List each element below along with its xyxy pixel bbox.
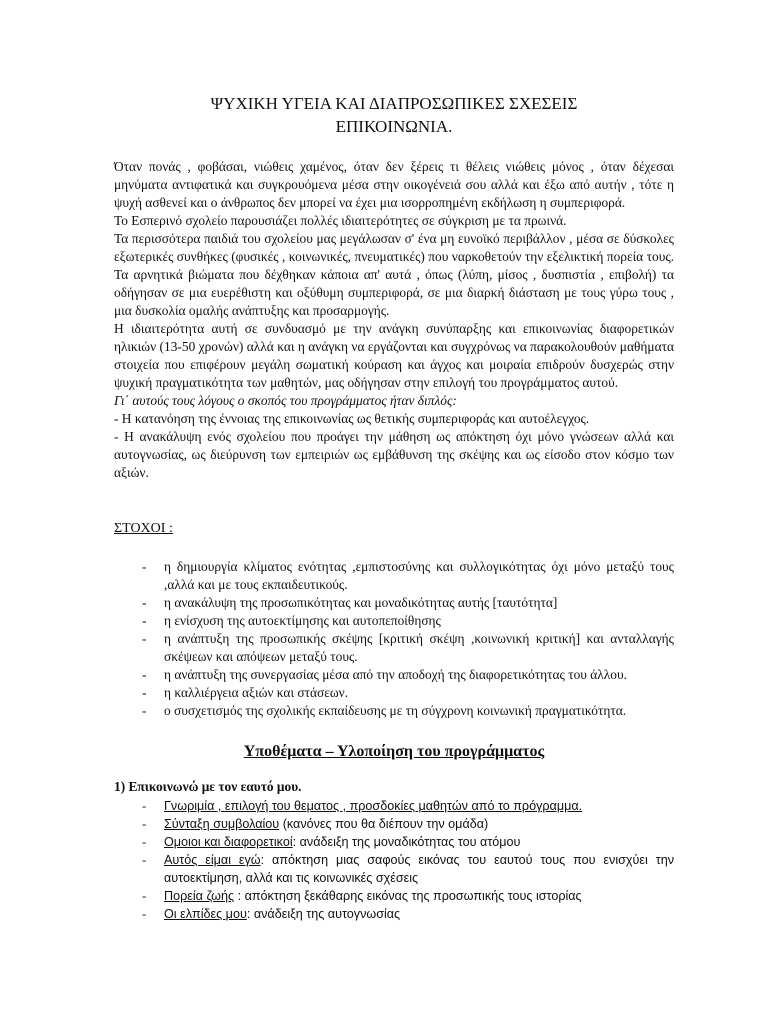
topic-item	[164, 815, 674, 833]
document-title	[114, 92, 674, 138]
purpose-line-2: - Η ανακάλυψη ενός σχολείου που προάγει την μάθηση ως απόκτηση όχι μόνο γνώσεων αλλά και αυτογνωσίας, ως διεύρυνση των εμπειριών ως εμβάθυνση της σκέψης και ως είσοδο στον κόσμο των αξιών.	[114, 429, 674, 480]
topic-label: Αυτός είμαι εγώ	[164, 853, 261, 867]
topic-item	[164, 887, 674, 905]
goal-item: - η ανάπτυξη της συνεργασίας μέσα από την αποδοχή της διαφορετικότητας του άλλου.	[164, 666, 674, 684]
topic-text: : απόκτηση μιας σαφούς εικόνας του εαυτού τους που ενισχύει την αυτοεκτίμηση, αλλά και τις κοινωνικές σχέσεις	[164, 853, 674, 885]
goal-item: - η καλλιέργεια αξιών και στάσεων.	[164, 684, 674, 702]
topic-item	[164, 833, 674, 851]
purpose-line-1: - Η κατανόηση της έννοιας της επικοινωνίας ως θετικής συμπεριφοράς και αυτοέλεγχος.	[114, 411, 590, 426]
topic-text: : ανάδειξη της αυτογνωσίας	[246, 907, 401, 921]
particularity-paragraph: Η ιδιαιτερότητα αυτή σε συνδυασμό με την ανάγκη συνύπαρξης και επικοινωνίας διαφορετικών ηλικιών (13-50 χρονών) αλλά και η ανάγκη να εργάζονται και συγχρόνως να παρακολουθούν μαθήματα στοιχεία που επιφέρουν μεγάλη σωματική κούραση και άγχος και μοιραία επιδρούν δυσχερώς στην ψυχική πραγματικότητα των μαθητών, μας οδήγησαν στην επιλογή του προγράμματος αυτού.	[114, 321, 674, 390]
title-line-2: ΕΠΙΚΟΙΝΩΝΙΑ.	[335, 117, 453, 136]
goal-item: - η δημιουργία κλίματος ενότητας ,εμπιστοσύνης και συλλογικότητας όχι μόνο μεταξύ τους ,αλλά και με τους εκπαιδευτικούς.	[164, 558, 674, 594]
topic-label: Γνωριμία , επιλογή του θεματος , προσδοκίες μαθητών από το πρόγραμμα.	[164, 799, 583, 813]
title-line-1: ΨΥΧΙΚΗ ΥΓΕΙΑ ΚΑΙ ΔΙΑΠΡΟΣΩΠΙΚΕΣ ΣΧΕΣΕΙΣ	[210, 94, 578, 113]
purpose-intro: Γι΄ αυτούς τους λόγους ο σκοπός του προγράμματος ήταν διπλός:	[114, 393, 457, 408]
topic-label: Σύνταξη συμβολαίου	[164, 817, 280, 831]
goal-item: - η ανάπτυξη της προσωπικής σκέψης [κριτική σκέψη ,κοινωνική κριτική] και ανταλλαγής σκέψεων και απόψεων μεταξύ τους.	[164, 630, 674, 666]
goal-item: - η ενίσχυση της αυτοεκτίμησης και αυτοπεποίθησης	[164, 612, 674, 630]
intro-paragraph: Όταν πονάς , φοβάσαι, νιώθεις χαμένος, όταν δεν ξέρεις τι θέλεις νιώθεις μόνος , όταν δέχεσαι μηνύματα αντιφατικά και συγκρουόμενα μέσα στην οικογένειά σου αλλά και έξω από αυτήν , τότε η ψυχή ασθενεί και ο άνθρωπος δεν μπορεί να έχει μια ισορροπημένη εκδήλωση η συμπεριφορά.	[114, 159, 674, 210]
topic-text: : απόκτηση ξεκάθαρης εικόνας της προσωπικής τους ιστορίας	[234, 889, 582, 903]
topic-text: (κανόνες που θα διέπουν την ομάδα)	[279, 817, 489, 831]
section-heading: Υποθέματα – Υλοποίηση του προγράμματος	[243, 743, 545, 760]
topic-label: Ομοιοι και διαφορετικοί	[164, 835, 293, 849]
evening-school-paragraph: Το Εσπερινό σχολείο παρουσιάζει πολλές ιδιαιτερότητες σε σύγκριση με τα πρωινά.	[114, 213, 567, 228]
goals-list	[114, 558, 674, 720]
topics-list	[114, 797, 674, 923]
topic-item	[164, 797, 674, 815]
goal-item: - η ανακάλυψη της προσωπικότητας και μοναδικότητας αυτής [ταυτότητα]	[164, 594, 674, 612]
sub-heading: 1) Επικοινωνώ με τον εαυτό μου.	[114, 779, 302, 794]
students-background-paragraph: Τα περισσότερα παιδιά του σχολείου μας μεγάλωσαν σ' ένα μη ευνοϊκό περιβάλλον , μέσα σε δύσκολες εξωτερικές συνθήκες (φυσικές , κοινωνικές, πνευματικές) που ναρκοθετούν την εξελικτική πορεία τους. Τα αρνητικά βιώματα που δέχθηκαν κάποια απ' αυτά , όπως (λύπη, μίσος , δυσπιστία , επιβολή) τα οδήγησαν σε μια ευερέθιστη και οξύθυμη συμπεριφορά, σε μια διαρκή διάσταση με τους γύρω τους , μια δυσκολία ομαλής ανάπτυξης και προσαρμογής.	[114, 231, 674, 318]
goals-heading: ΣΤΟΧΟΙ :	[114, 521, 173, 536]
topic-label: Οι ελπίδες μου	[164, 907, 247, 921]
topic-label: Πορεία ζωής	[164, 889, 235, 903]
goal-item: - ο συσχετισμός της σχολικής εκπαίδευσης με τη σύγχρονη κοινωνική πραγματικότητα.	[164, 702, 674, 720]
topic-item	[164, 905, 674, 923]
topic-text: : ανάδειξη της μοναδικότητας του ατόμου	[292, 835, 521, 849]
topic-item	[164, 851, 674, 887]
